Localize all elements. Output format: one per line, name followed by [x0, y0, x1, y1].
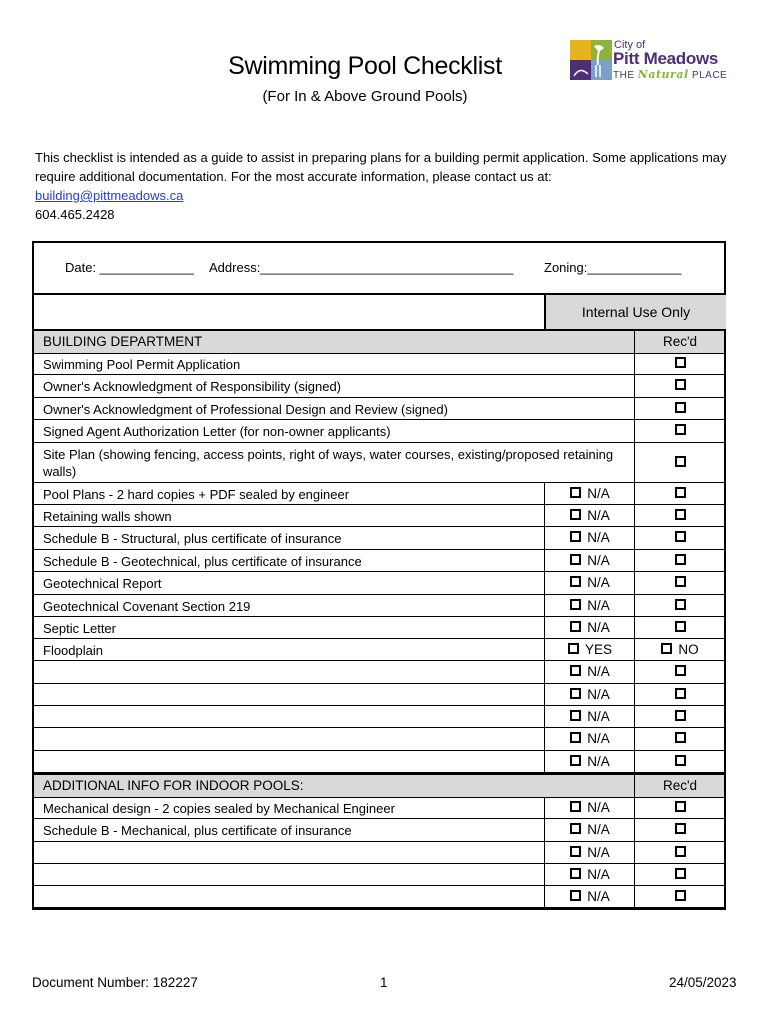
checklist-row	[34, 617, 724, 639]
recd-checkbox-cell	[634, 661, 725, 683]
recd-checkbox-cell	[634, 527, 725, 549]
na-checkbox-cell	[544, 886, 635, 907]
checkbox-icon[interactable]	[570, 487, 581, 498]
checklist-row	[34, 398, 724, 420]
checkbox-icon[interactable]	[570, 710, 581, 721]
checklist-item: Schedule B - Mechanical, plus certificate of insurance	[43, 823, 352, 838]
na-checkbox[interactable]	[545, 800, 635, 816]
na-checkbox-cell	[544, 505, 635, 526]
na-checkbox-label: YES	[584, 641, 612, 657]
na-checkbox-cell	[544, 797, 635, 818]
date-field[interactable]: Date: _____________	[65, 260, 194, 275]
recd-checkbox-cell	[634, 728, 725, 750]
checklist-item: Swimming Pool Permit Application	[43, 357, 241, 372]
checkbox-icon[interactable]	[570, 621, 581, 632]
na-checkbox-cell	[544, 639, 635, 660]
checklist-item: Retaining walls shown	[43, 509, 172, 524]
checklist-row	[34, 864, 724, 886]
checkbox-icon[interactable]	[675, 868, 686, 879]
na-checkbox-cell	[544, 751, 635, 772]
na-checkbox-label: N/A	[587, 799, 610, 815]
page-subtitle: (For In & Above Ground Pools)	[262, 88, 468, 105]
checkbox-icon[interactable]	[675, 732, 686, 743]
recd-checkbox-cell	[634, 572, 725, 594]
na-checkbox-label: N/A	[587, 822, 610, 837]
checklist-row	[34, 797, 724, 819]
na-checkbox[interactable]	[545, 486, 635, 502]
na-checkbox-cell	[544, 572, 635, 594]
checkbox-icon[interactable]	[570, 599, 581, 610]
na-checkbox-label: N/A	[587, 597, 610, 613]
na-checkbox-cell	[544, 706, 635, 727]
checkbox-icon[interactable]	[675, 509, 686, 520]
checkbox-icon[interactable]	[570, 509, 581, 520]
recd-checkbox-cell	[634, 819, 725, 841]
recd-checkbox[interactable]	[635, 598, 725, 614]
na-checkbox[interactable]	[545, 575, 635, 591]
na-checkbox-label: N/A	[587, 552, 610, 568]
recd-checkbox-cell	[634, 751, 725, 772]
recd-checkbox[interactable]	[635, 754, 725, 770]
internal-use-header: Internal Use Only	[544, 295, 726, 329]
checklist-item: Site Plan (showing fencing, access points, right of ways, water courses, existing/proposed retaining walls)	[43, 447, 614, 479]
na-checkbox-cell	[544, 819, 635, 841]
checkbox-icon[interactable]	[570, 576, 581, 587]
checkbox-icon[interactable]	[570, 665, 581, 676]
building-section-header	[34, 329, 724, 354]
checklist-row	[34, 420, 724, 443]
checklist-row	[34, 751, 724, 773]
section-title: ADDITIONAL INFO FOR INDOOR POOLS:	[43, 778, 304, 793]
recd-checkbox-cell	[634, 684, 725, 705]
recd-checkbox[interactable]	[635, 401, 725, 417]
recd-header: Rec'd	[634, 331, 725, 353]
na-checkbox[interactable]	[545, 754, 635, 770]
recd-checkbox-cell	[634, 797, 725, 818]
recd-checkbox[interactable]	[635, 486, 725, 502]
recd-checkbox[interactable]	[635, 620, 725, 636]
page-title: Swimming Pool Checklist	[228, 52, 502, 80]
checkbox-icon[interactable]	[675, 402, 686, 413]
checkbox-icon[interactable]	[675, 890, 686, 901]
checkbox-icon[interactable]	[675, 424, 686, 435]
city-logo	[570, 40, 730, 84]
recd-checkbox[interactable]	[635, 867, 725, 883]
checkbox-icon[interactable]	[675, 379, 686, 390]
na-checkbox[interactable]	[545, 867, 635, 883]
recd-checkbox[interactable]	[635, 575, 725, 591]
recd-checkbox[interactable]	[635, 423, 725, 439]
na-checkbox[interactable]	[545, 664, 635, 680]
checklist-item: Floodplain	[43, 643, 103, 658]
recd-checkbox-cell	[634, 443, 725, 482]
checkbox-icon[interactable]	[675, 357, 686, 368]
recd-checkbox[interactable]	[635, 687, 725, 703]
checkbox-icon[interactable]	[570, 868, 581, 879]
checkbox-icon[interactable]	[570, 801, 581, 812]
recd-checkbox-cell	[634, 353, 725, 374]
na-checkbox[interactable]	[545, 642, 635, 658]
na-checkbox-label: N/A	[587, 664, 610, 679]
na-checkbox-label: N/A	[587, 619, 610, 635]
checklist-row	[34, 595, 724, 617]
checkbox-icon[interactable]	[570, 890, 581, 901]
checkbox-icon[interactable]	[570, 823, 581, 834]
checklist-row	[34, 706, 724, 728]
recd-checkbox-cell	[634, 595, 725, 616]
na-checkbox[interactable]	[545, 508, 635, 524]
zoning-field[interactable]: Zoning:_____________	[544, 260, 682, 275]
checklist-row	[34, 483, 724, 505]
checkbox-icon[interactable]	[675, 688, 686, 699]
checklist-item: Owner's Acknowledgment of Responsibility (signed)	[43, 379, 342, 394]
checkbox-icon[interactable]	[661, 643, 672, 654]
na-checkbox-label: N/A	[587, 731, 610, 746]
checklist-item: Schedule B - Structural, plus certificate of insurance	[43, 531, 342, 546]
recd-header: Rec'd	[634, 775, 725, 797]
recd-checkbox-cell	[634, 375, 725, 397]
na-checkbox-cell	[544, 842, 635, 863]
recd-checkbox-cell	[634, 842, 725, 863]
checkbox-icon[interactable]	[675, 456, 686, 467]
na-checkbox-cell	[544, 483, 635, 504]
na-checkbox-label: N/A	[587, 844, 610, 860]
checkbox-icon[interactable]	[675, 755, 686, 766]
document-date: 24/05/2023	[669, 975, 737, 990]
recd-checkbox[interactable]	[635, 822, 725, 838]
recd-checkbox-cell	[634, 639, 725, 660]
na-checkbox-label: N/A	[587, 686, 610, 702]
checkbox-icon[interactable]	[568, 643, 579, 654]
na-checkbox-label: N/A	[587, 708, 610, 724]
logo-city-of: City of	[614, 39, 646, 51]
na-checkbox-label: N/A	[587, 866, 610, 882]
na-checkbox[interactable]	[545, 530, 635, 546]
checkbox-icon[interactable]	[675, 599, 686, 610]
na-checkbox-label: N/A	[587, 753, 610, 769]
na-checkbox[interactable]	[545, 822, 635, 838]
recd-checkbox-cell	[634, 706, 725, 727]
section-title: BUILDING DEPARTMENT	[43, 334, 203, 349]
recd-checkbox-cell	[634, 617, 725, 638]
checklist-item: Mechanical design - 2 copies sealed by Mechanical Engineer	[43, 801, 395, 816]
checklist-row	[34, 443, 724, 483]
recd-checkbox[interactable]	[635, 356, 725, 372]
checklist-row	[34, 550, 724, 572]
na-checkbox-label: N/A	[587, 530, 610, 545]
na-checkbox[interactable]	[545, 598, 635, 614]
na-checkbox-label: N/A	[587, 575, 610, 590]
na-checkbox[interactable]	[545, 620, 635, 636]
phone-number: 604.465.2428	[35, 207, 115, 222]
na-checkbox[interactable]	[545, 687, 635, 703]
checkbox-icon[interactable]	[675, 531, 686, 542]
recd-checkbox-cell	[634, 505, 725, 526]
na-checkbox-cell	[544, 550, 635, 571]
checklist-row	[34, 639, 724, 661]
recd-checkbox[interactable]	[635, 889, 725, 905]
recd-checkbox-cell	[634, 550, 725, 571]
indoor-section-header	[34, 773, 724, 798]
checklist-row	[34, 819, 724, 842]
checklist-item: Schedule B - Geotechnical, plus certificate of insurance	[43, 554, 362, 569]
checklist-row	[34, 375, 724, 398]
recd-checkbox[interactable]	[635, 709, 725, 725]
na-checkbox-cell	[544, 684, 635, 705]
checkbox-icon[interactable]	[570, 688, 581, 699]
checklist-row	[34, 886, 724, 908]
checklist-item: Septic Letter	[43, 621, 116, 636]
na-checkbox[interactable]	[545, 845, 635, 861]
page-number: 1	[380, 975, 388, 990]
na-checkbox-cell	[544, 728, 635, 750]
na-checkbox-cell	[544, 595, 635, 616]
recd-checkbox-cell	[634, 886, 725, 907]
email-link[interactable]: building@pittmeadows.ca	[35, 188, 184, 203]
checkbox-icon[interactable]	[675, 576, 686, 587]
checklist-row	[34, 684, 724, 706]
na-checkbox[interactable]	[545, 731, 635, 747]
recd-checkbox[interactable]	[635, 508, 725, 524]
checkbox-icon[interactable]	[675, 801, 686, 812]
checkbox-icon[interactable]	[570, 732, 581, 743]
checkbox-icon[interactable]	[570, 846, 581, 857]
checklist-item: Geotechnical Covenant Section 219	[43, 599, 251, 614]
recd-checkbox-label: NO	[678, 641, 699, 657]
na-checkbox-cell	[544, 661, 635, 683]
logo-tag-place: PLACE	[691, 70, 728, 81]
logo-city-name: Pitt Meadows	[613, 49, 719, 68]
recd-checkbox[interactable]	[635, 800, 725, 816]
checkbox-icon[interactable]	[675, 554, 686, 565]
recd-checkbox[interactable]	[635, 530, 725, 546]
checklist-row	[34, 728, 724, 751]
address-field[interactable]: Address:___________________________________	[209, 260, 514, 275]
logo-tag-natural: Natural	[637, 68, 689, 81]
recd-checkbox-cell	[634, 420, 725, 442]
checkbox-icon[interactable]	[675, 665, 686, 676]
date-address-row	[34, 243, 724, 295]
checkbox-icon[interactable]	[675, 621, 686, 632]
checkbox-icon[interactable]	[675, 823, 686, 834]
recd-checkbox[interactable]	[635, 642, 725, 658]
checkbox-icon[interactable]	[675, 710, 686, 721]
checklist-row	[34, 353, 724, 375]
na-checkbox[interactable]	[545, 553, 635, 569]
na-checkbox[interactable]	[545, 889, 635, 905]
checklist-item: Geotechnical Report	[43, 576, 162, 591]
checklist-row	[34, 572, 724, 595]
recd-checkbox-cell	[634, 864, 725, 885]
checklist-row	[34, 842, 724, 864]
na-checkbox[interactable]	[545, 709, 635, 725]
na-checkbox-cell	[544, 617, 635, 638]
checklist-row	[34, 661, 724, 684]
checkbox-icon[interactable]	[570, 554, 581, 565]
checklist-form	[32, 241, 726, 910]
document-number: Document Number: 182227	[32, 975, 198, 990]
recd-checkbox[interactable]	[635, 553, 725, 569]
recd-checkbox[interactable]	[635, 664, 725, 680]
recd-checkbox-cell	[634, 398, 725, 419]
na-checkbox-label: N/A	[587, 888, 610, 904]
na-checkbox-label: N/A	[587, 485, 610, 501]
logo-tag-the: THE	[613, 70, 635, 81]
checkbox-icon[interactable]	[570, 755, 581, 766]
checklist-row	[34, 505, 724, 527]
checkbox-icon[interactable]	[570, 531, 581, 542]
na-checkbox-cell	[544, 864, 635, 885]
recd-checkbox[interactable]	[635, 378, 725, 394]
intro-text: This checklist is intended as a guide to assist in preparing plans for a building permit application. Some applications may require additional documentation. For the most accurate information, please contact us at:	[35, 150, 727, 184]
checklist-item: Signed Agent Authorization Letter (for non-owner applicants)	[43, 424, 391, 439]
heron-logo-icon	[570, 40, 612, 80]
checkbox-icon[interactable]	[675, 487, 686, 498]
recd-checkbox[interactable]	[635, 455, 725, 471]
checkbox-icon[interactable]	[675, 846, 686, 857]
intro-paragraph	[35, 148, 735, 224]
na-checkbox-label: N/A	[587, 507, 610, 523]
logo-tagline	[613, 68, 727, 81]
checklist-item: Owner's Acknowledgment of Professional Design and Review (signed)	[43, 402, 448, 417]
recd-checkbox-cell	[634, 483, 725, 504]
checklist-row	[34, 527, 724, 550]
na-checkbox-cell	[544, 527, 635, 549]
checklist-item: Pool Plans - 2 hard copies + PDF sealed by engineer	[43, 487, 350, 502]
recd-checkbox[interactable]	[635, 845, 725, 861]
recd-checkbox[interactable]	[635, 731, 725, 747]
